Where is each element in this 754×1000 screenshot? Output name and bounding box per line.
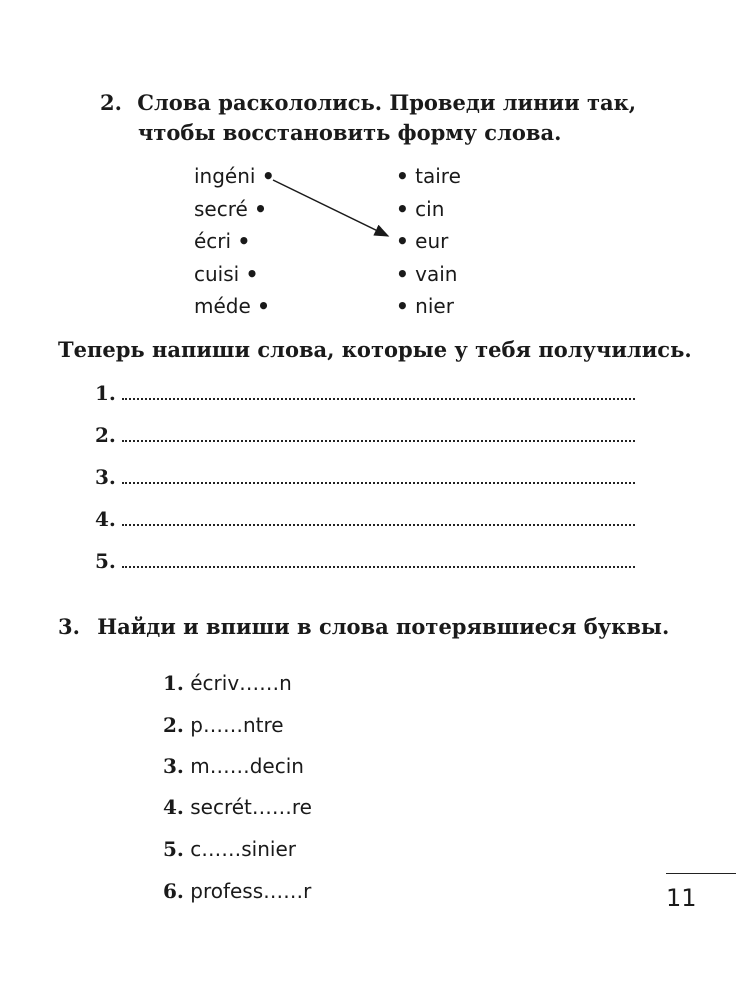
right-part-text: vain: [415, 262, 458, 286]
answer-line-4[interactable]: [95, 506, 635, 532]
bullet-dot: •: [396, 197, 409, 221]
bullet-dot: •: [261, 164, 275, 188]
bullet-dot: •: [396, 262, 409, 286]
exercise-2-title-text1: Слова раскололись. Проведи линии так,: [137, 90, 637, 115]
right-part-text: taire: [415, 164, 461, 188]
footer-rule: [666, 873, 736, 874]
missing-letters-item-3: [163, 753, 304, 779]
answer-dotted-line[interactable]: [122, 384, 635, 400]
bullet-dot: •: [396, 229, 409, 253]
item-number: 6.: [163, 879, 184, 903]
bullet-dot: •: [396, 164, 409, 188]
left-part-text: secré: [194, 197, 248, 221]
answer-line-1[interactable]: [95, 380, 635, 406]
item-number: 2.: [163, 713, 184, 737]
bullet-dot: •: [257, 294, 270, 318]
item-number: 5.: [163, 837, 184, 861]
item-number: 1.: [163, 671, 184, 695]
answer-line-number: 3.: [95, 465, 116, 489]
answer-dotted-line[interactable]: [122, 552, 635, 568]
item-word: écriv……n: [190, 671, 292, 695]
exercise-3-title-text: Найди и впиши в слова потерявшиеся буквы.: [97, 614, 670, 639]
item-word: c……sinier: [190, 837, 296, 861]
exercise-2-number: 2.: [100, 90, 122, 115]
missing-letters-item-2: [163, 712, 284, 738]
right-part-text: cin: [415, 197, 445, 221]
missing-letters-item-5: [163, 836, 296, 862]
missing-letters-item-6: [163, 878, 311, 904]
exercise-3-title: [58, 612, 669, 642]
answer-dotted-line[interactable]: [122, 468, 635, 484]
left-part-text: méde: [194, 294, 251, 318]
bullet-dot: •: [396, 294, 409, 318]
answer-line-number: 2.: [95, 423, 116, 447]
answer-line-number: 4.: [95, 507, 116, 531]
page-number: 11: [666, 884, 697, 912]
answer-line-2[interactable]: [95, 422, 635, 448]
item-word: p……ntre: [190, 713, 284, 737]
right-part-text: eur: [415, 229, 449, 253]
item-word: secrét……re: [190, 795, 312, 819]
answer-dotted-line[interactable]: [122, 510, 635, 526]
item-number: 4.: [163, 795, 184, 819]
left-part-text: cuisi: [194, 262, 240, 286]
exercise-3-number: 3.: [58, 614, 80, 639]
answer-line-number: 5.: [95, 549, 116, 573]
exercise-2-title-line2: чтобы восстановить форму слова.: [138, 120, 562, 145]
item-word: m……decin: [190, 754, 304, 778]
item-word: profess……r: [190, 879, 312, 903]
left-part-text: écri: [194, 229, 232, 253]
answer-dotted-line[interactable]: [122, 426, 635, 442]
bullet-dot: •: [245, 262, 259, 286]
answer-line-5[interactable]: [95, 548, 635, 574]
missing-letters-item-4: [163, 794, 312, 820]
write-words-prompt: Теперь напиши слова, которые у тебя получились.: [58, 337, 692, 362]
item-number: 3.: [163, 754, 184, 778]
missing-letters-item-1: [163, 670, 292, 696]
answer-line-3[interactable]: [95, 464, 635, 490]
bullet-dot: •: [254, 197, 267, 221]
answer-line-number: 1.: [95, 381, 116, 405]
right-part-text: nier: [415, 294, 454, 318]
left-part-text: ingéni: [194, 164, 256, 188]
bullet-dot: •: [237, 229, 251, 253]
